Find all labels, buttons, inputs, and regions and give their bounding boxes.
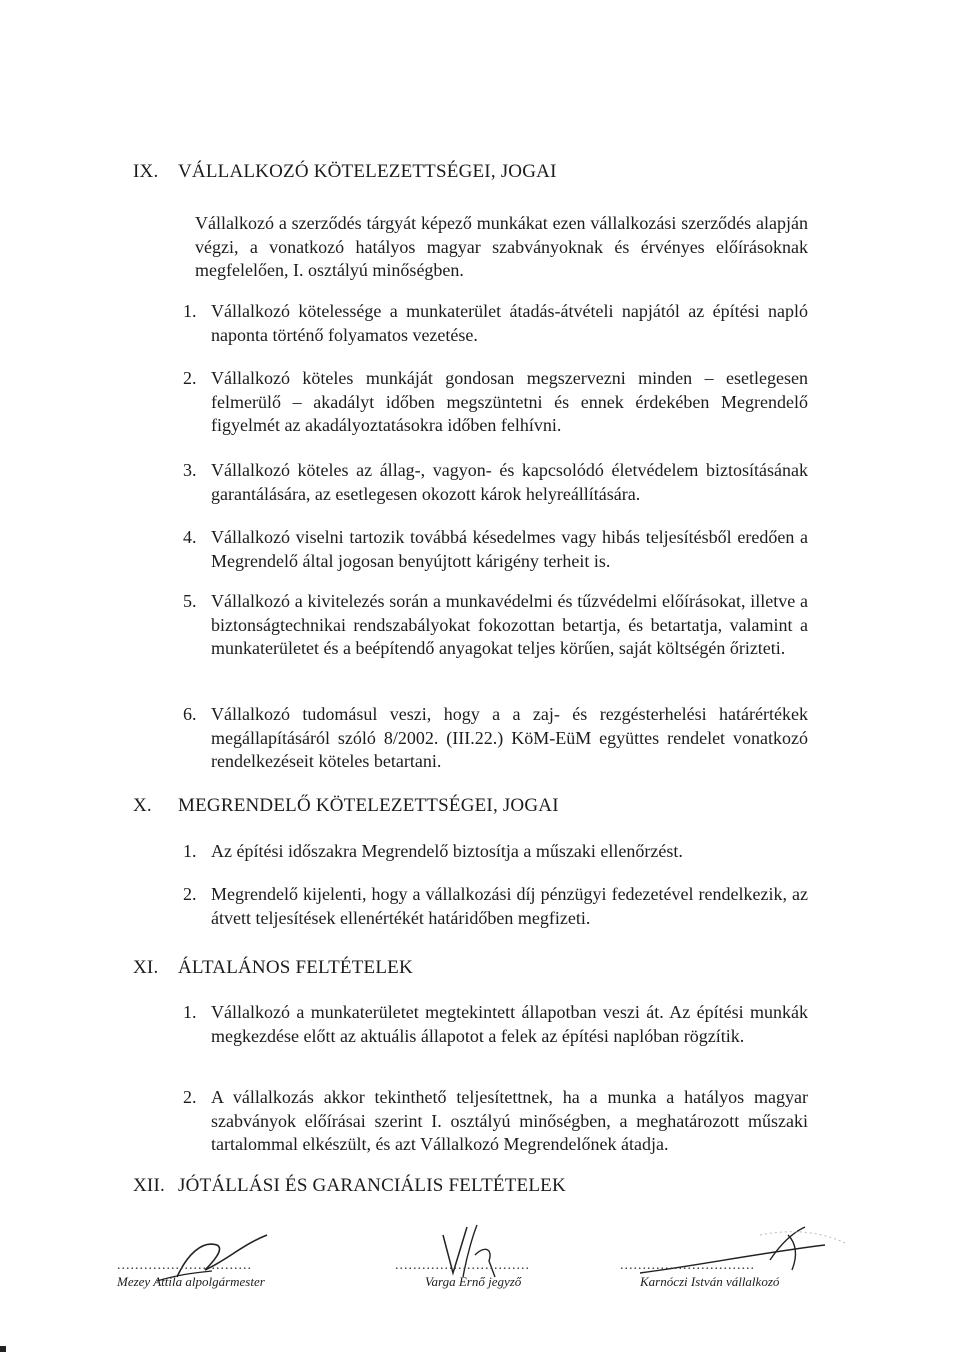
list-item	[183, 840, 808, 864]
signature-line: ..............................	[395, 1258, 530, 1273]
signature-block-2	[395, 1240, 545, 1310]
signature-line: ..............................	[620, 1258, 755, 1273]
section-number: X.	[133, 795, 152, 816]
section-title: JÓTÁLLÁSI ÉS GARANCIÁLIS FELTÉTELEK	[178, 1175, 566, 1196]
item-text: Vállalkozó köteles munkáját gondosan megszervezni minden – esetlegesen felmerülő – akadályt időben megszüntetni és ennek érdekében Megrendelő figyelmét az akadályoztatásokra időben felhívni.	[211, 368, 808, 435]
item-number: 1.	[183, 841, 197, 861]
section-heading-xi	[133, 956, 853, 980]
item-number: 1.	[183, 301, 197, 321]
signature-line: ..............................	[117, 1258, 252, 1273]
section-heading-xii	[133, 1174, 853, 1198]
section-heading-x	[133, 794, 853, 818]
item-text: Vállalkozó a munkaterületet megtekintett állapotban veszi át. Az építési munkák megkezdése előtt az aktuális állapotot a felek az építési naplóban rögzítik.	[211, 1002, 808, 1046]
scan-mark	[0, 1346, 6, 1352]
list-item	[183, 367, 808, 438]
list-item	[183, 1001, 808, 1048]
section-title: MEGRENDELŐ KÖTELEZETTSÉGEI, JOGAI	[178, 795, 559, 816]
signature-block-3	[620, 1240, 860, 1310]
item-text: Megrendelő kijelenti, hogy a vállalkozási díj pénzügyi fedezetével rendelkezik, az átvett teljesítések ellenértékét határidőben megfizeti.	[211, 884, 808, 928]
section-number: IX.	[133, 161, 159, 182]
signatory-name: Varga Ernő jegyző	[425, 1274, 522, 1289]
list-item	[183, 703, 808, 774]
item-text: Vállalkozó a kivitelezés során a munkavédelmi és tűzvédelmi előírásokat, illetve a biztonságtechnikai rendszabályokat fokozottan betartja, és betartatja, valamint a munkaterületet és a beépítendő anyagokat teljes körűen, saját költségén őrizteti.	[211, 591, 808, 658]
item-number: 1.	[183, 1002, 197, 1022]
list-item	[183, 590, 808, 661]
item-text: Vállalkozó viselni tartozik továbbá késedelmes vagy hibás teljesítésből eredően a Megrendelő által jogosan benyújtott kárigény terheit is.	[211, 527, 808, 571]
item-number: 4.	[183, 527, 197, 547]
item-number: 2.	[183, 884, 197, 904]
list-item	[183, 459, 808, 506]
item-number: 3.	[183, 460, 197, 480]
item-number: 2.	[183, 368, 197, 388]
item-text: Az építési időszakra Megrendelő biztosítja a műszaki ellenőrzést.	[211, 841, 683, 861]
section-title: VÁLLALKOZÓ KÖTELEZETTSÉGEI, JOGAI	[178, 161, 557, 182]
item-text: Vállalkozó kötelessége a munkaterület átadás-átvételi napjától az építési napló naponta történő folyamatos vezetése.	[211, 301, 808, 345]
section-title: ÁLTALÁNOS FELTÉTELEK	[178, 957, 413, 978]
list-item	[183, 300, 808, 347]
item-number: 5.	[183, 591, 197, 611]
list-item	[183, 1086, 808, 1157]
list-item	[183, 883, 808, 930]
section-number: XI.	[133, 957, 159, 978]
item-text: Vállalkozó köteles az állag-, vagyon- és kapcsolódó életvédelem biztosításának garantálására, az esetlegesen okozott károk helyreállítására.	[211, 460, 808, 504]
signatory-name: Karnóczi István vállalkozó	[640, 1274, 780, 1289]
section-number: XII.	[133, 1175, 165, 1196]
item-text: Vállalkozó tudomásul veszi, hogy a a zaj- és rezgésterhelési határértékek megállapításáról szóló 8/2002. (III.22.) KöM-EüM együttes rendelet vonatkozó rendelkezéseit köteles betartani.	[211, 704, 808, 771]
signatory-name: Mezey Attila alpolgármester	[117, 1274, 265, 1289]
list-item	[183, 526, 808, 573]
section-heading-ix	[133, 160, 853, 184]
section-ix-intro: Vállalkozó a szerződés tárgyát képező munkákat ezen vállalkozási szerződés alapján végzi, a vonatkozó hatályos magyar szabványoknak és érvényes előírásoknak megfelelően, I. osztályú minőségben.	[195, 213, 808, 280]
item-text: A vállalkozás akkor tekinthető teljesítettnek, ha a munka a hatályos magyar szabványok előírásai szerint I. osztályú minőségben, a meghatározott műszaki tartalommal elkészült, és azt Vállalkozó Megrendelőnek átadja.	[211, 1087, 808, 1154]
item-number: 6.	[183, 704, 197, 724]
item-number: 2.	[183, 1087, 197, 1107]
signature-block-1	[117, 1240, 327, 1310]
